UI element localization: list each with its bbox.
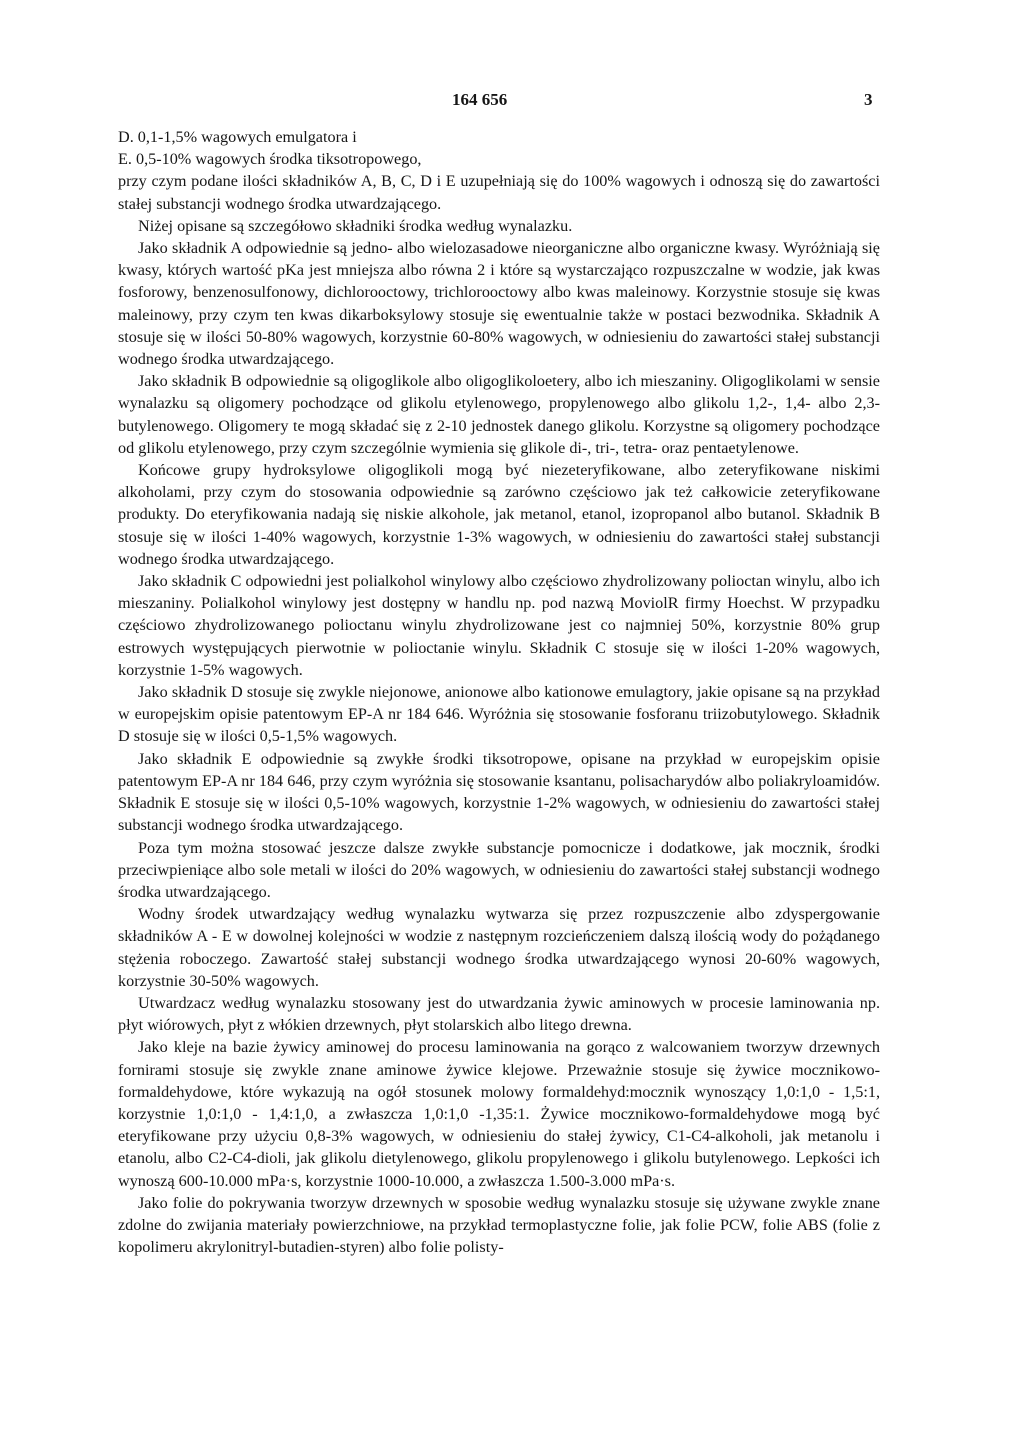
paragraph: Jako składnik E odpowiednie są zwykłe środki tiksotropowe, opisane na przykład w europejskim opisie patentowym EP-A nr 184 646, przy czym wyróżnia się stosowanie ksantanu, polisacharydów albo poliakryloamidów. Składnik E stosuje się w ilości 0,5-10% wagowych, korzystnie 1-2% wagowych, w odniesieniu do zawartości stałej substancji wodnego środka utwardzającego. xyxy=(118,749,880,835)
document-page xyxy=(118,90,880,1258)
paragraph: Jako folie do pokrywania tworzyw drzewnych w sposobie według wynalazku stosuje się używane zwykle znane zdolne do zwijania materiały powierzchniowe, na przykład termoplastyczne folie, jak folie PCW, folie ABS (folie z kopolimeru akrylonitryl-butadien-styren) albo folie polisty- xyxy=(118,1193,880,1257)
paragraph: Jako składnik D stosuje się zwykle niejonowe, anionowe albo kationowe emulagtory, jakie opisane są na przykład w europejskim opisie patentowym EP-A nr 184 646. Wyróżnia się stosowanie fosforanu triizobutylowego. Składnik D stosuje się w ilości 0,5-1,5% wagowych. xyxy=(118,683,880,746)
paragraph: Końcowe grupy hydroksylowe oligoglikoli mogą być niezeteryfikowane, albo zeteryfikowane niskimi alkoholami, przy czym do stosowania odpowiednie są zarówno częściowo jak też całkowicie zeteryfikowane produkty. Do eteryfikowania nadają się niskie alkohole, jak metanol, etanol, izopropanol albo butanol. Składnik B stosuje się w ilości 1-40% wagowych, korzystnie 1-3% wagowych, w odniesieniu do zawartości stałej substancji wodnego środka utwardzającego. xyxy=(118,461,880,568)
page-header xyxy=(118,90,880,126)
paragraph: Jako składnik B odpowiednie są oligoglikole albo oligoglikoloetery, albo ich mieszaniny. Oligoglikolami w sensie wynalazku są oligomery pochodzące od glikolu etylenowego, propylenowego albo glikolu 1,2-, 1,4- albo 2,3-butylenowego. Oligomery te mogą składać się z 2-10 jednostek danego glikolu. Korzystne są oligomery pochodzące od glikolu etylenowego, przy czym szczególnie wymienia się glikole di-, tri-, tetra- oraz pentaetylenowe. xyxy=(118,372,880,457)
paragraph: Jako składnik A odpowiednie są jedno- albo wielozasadowe nieorganiczne albo organiczne kwasy. Wyróżniają się kwasy, których wartość pKa jest mniejsza albo równa 2 i które są wystarczająco rozpuszczalne w wodzie, jak kwas fosforowy, benzenosulfonowy, dichlorooctowy, trichlorooctowy albo kwas maleinowy. Korzystnie stosuje się kwas maleinowy, przy czym ten kwas dikarboksylowy stosuje się ewentualnie także w postaci bezwodnika. Składnik A stosuje się w ilości 50-80% wagowych, korzystnie 60-80% wagowych, w odniesieniu do zawartości stałej substancji wodnego środka utwardzającego. xyxy=(118,239,880,369)
page-number: 3 xyxy=(864,90,873,109)
paragraph: Poza tym można stosować jeszcze dalsze zwykłe substancje pomocnicze i dodatkowe, jak mocznik, środki przeciwpieniące albo sole metali w ilości do 20% wagowych, w odniesieniu do zawartości stałej substancji wodnego środka utwardzającego. xyxy=(118,838,880,901)
list-item-d: D. 0,1-1,5% wagowych emulgatora i xyxy=(118,128,357,146)
paragraph: przy czym podane ilości składników A, B, C, D i E uzupełniają się do 100% wagowych i odnoszą się do zawartości stałej substancji wodnego środka utwardzającego. xyxy=(118,172,880,213)
body-text xyxy=(118,126,880,1258)
paragraph: Jako składnik C odpowiedni jest polialkohol winylowy albo częściowo zhydrolizowany polioctan winylu, albo ich mieszaniny. Polialkohol winylowy jest dostępny w handlu np. pod nazwą MoviolR firmy Hoechst. W przypadku częściowo zhydrolizowanego polioctanu winylu zhydrolizowane jest co najmniej 50%, korzystnie 80% grup estrowych występujących pierwotnie w polioctanie winylu. Składnik C stosuje się w ilości 1-20% wagowych, korzystnie 1-5% wagowych. xyxy=(118,572,880,679)
paragraph: Jako kleje na bazie żywicy aminowej do procesu laminowania na gorąco z walcowaniem tworzyw drzewnych fornirami stosuje się zwykle znane aminowe żywice klejowe. Przeważnie stosuje się żywice mocznikowo-formaldehydowe, które wykazują na ogół stosunek molowy formaldehyd:mocznik wynoszący 1,0:1,0 - 1,5:1, korzystnie 1,0:1,0 - 1,4:1,0, a zwłaszcza 1,0:1,0 -1,35:1. Żywice mocznikowo-formaldehydowe mogą być eteryfikowane przy użyciu 0,8-3% wagowych, w odniesieniu do stałej żywicy, C1-C4-alkoholi, jak metanolu i etanolu, albo C2-C4-dioli, jak glikolu dietylenowego, glikolu propylenowego i glikolu butylenowego. Lepkości ich wynoszą 600-10.000 mPa·s, korzystnie 1000-10.000, a zwłaszcza 1.500-3.000 mPa·s. xyxy=(118,1038,880,1190)
paragraph: Wodny środek utwardzający według wynalazku wytwarza się przez rozpuszczenie albo zdyspergowanie składników A - E w dowolnej kolejności w wodzie z następnym rozcieńczeniem dalszą ilością wody do pożądanego stężenia roboczego. Zawartość stałej substancji wodnego środka utwardzającego wynosi 20-60% wagowych, korzystnie 30-50% wagowych. xyxy=(118,905,880,990)
patent-number: 164 656 xyxy=(452,90,508,109)
paragraph: Niżej opisane są szczegółowo składniki środka według wynalazku. xyxy=(138,216,573,235)
list-item-e: E. 0,5-10% wagowych środka tiksotropowego, xyxy=(118,150,422,169)
paragraph: Utwardzacz według wynalazku stosowany jest do utwardzania żywic aminowych w procesie laminowania np. płyt wiórowych, płyt z włókien drzewnych, płyt stolarskich albo litego drewna. xyxy=(118,993,880,1035)
